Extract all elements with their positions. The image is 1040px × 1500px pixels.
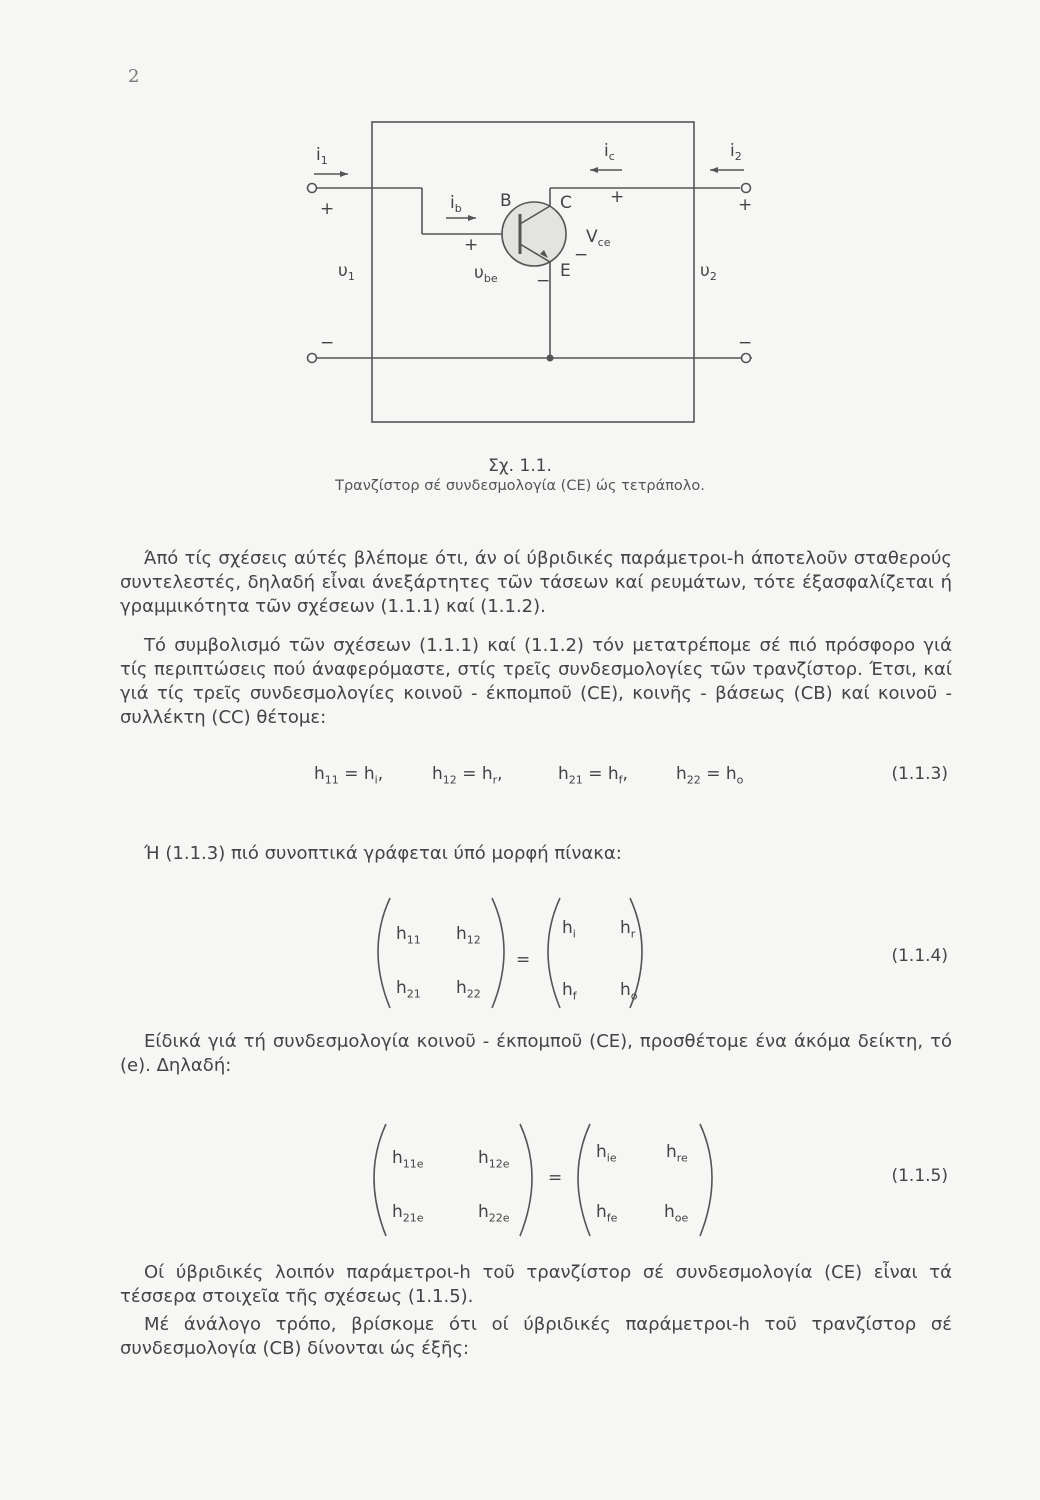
i1-label: $i_1$ xyxy=(316,145,328,167)
v1-label: $\upsilon_1$ xyxy=(338,261,355,283)
svg-text:+: + xyxy=(738,195,753,215)
i2-label: $i_2$ xyxy=(730,141,742,163)
paragraph-6: Μέ άνάλογο τρόπο, βρίσκομε ότι οί ύβριδικές παράμετροι-h τοῦ τρανζίστορ σέ συνδεσμολογία (CB) δίνονται ώς έξῆς: xyxy=(120,1314,952,1359)
svg-text:+: + xyxy=(610,187,625,207)
svg-text:−: − xyxy=(574,245,589,265)
figure-caption-text: Τρανζίστορ σέ συνδεσμολογία (CE) ώς τετράπολο. xyxy=(335,478,705,494)
svg-text:−: − xyxy=(320,333,335,353)
equation-1-1-5: $h_{11e}$ $h_{12e}$ $h_{21e}$ $h_{22e}$ = $h_{ie}$ $h_{re}$ $h_{fe}$ $h_{oe}$ (1.1.5) xyxy=(0,1106,1040,1256)
emitter-label: E xyxy=(560,261,571,281)
page-number: 2 xyxy=(128,66,140,87)
equation-number-1-1-4: (1.1.4) xyxy=(891,946,948,966)
equation-number-1-1-5: (1.1.5) xyxy=(891,1166,948,1186)
collector-label: C xyxy=(560,193,572,213)
vbe-label: $\upsilon_{be}$ xyxy=(474,263,498,285)
svg-text:−: − xyxy=(536,271,551,291)
two-port-box xyxy=(372,122,694,422)
transistor-circuit-diagram xyxy=(300,110,770,440)
equation-number-1-1-3: (1.1.3) xyxy=(891,764,948,784)
svg-text:−: − xyxy=(738,333,753,353)
paragraph-1: Άπό τίς σχέσεις αύτές βλέπομε ότι, άν οί ύβριδικές παράμετροι-h άποτελοῦν σταθερούς συντελεστές, δηλαδή εἶναι άνεξάρτητες τῶν τάσεων καί ρευμάτων, τότε έξασφαλίζεται ή γραμμικότητα τῶν σχέσεων (1.1.1) καί (1.1.2). xyxy=(120,548,952,617)
svg-text:+: + xyxy=(464,235,479,255)
circuit-figure xyxy=(300,110,770,440)
vce-label: $V_{ce}$ xyxy=(586,227,611,249)
paragraph-3: Ή (1.1.3) πιό συνοπτικά γράφεται ύπό μορφή πίνακα: xyxy=(144,843,622,864)
v2-label: $\upsilon_2$ xyxy=(700,261,717,283)
paragraph-2: Τό συμβολισμό τῶν σχέσεων (1.1.1) καί (1.1.2) τόν μετατρέπομε σέ πιό πρόσφορο γιά τίς περιπτώσεις πού άναφερόμαστε, στίς τρεῖς συνδεσμολογίες τῶν τρανζίστορ. Έτσι, καί γιά τίς τρεῖς συνδεσμολογίες κοινοῦ - έκπομποῦ (CE), κοινῆς - βάσεως (CB) καί κοινοῦ - συλλέκτη (CC) θέτομε: xyxy=(120,635,952,728)
svg-text:+: + xyxy=(320,199,335,219)
figure-caption-number: Σχ. 1.1. xyxy=(488,456,552,476)
paragraph-5: Οί ύβριδικές λοιπόν παράμετροι-h τοῦ τρανζίστορ σέ συνδεσμολογία (CE) εἶναι τά τέσσερα στοιχεῖα τῆς σχέσεως (1.1.5). xyxy=(120,1262,952,1307)
paragraph-4: Είδικά γιά τή συνδεσμολογία κοινοῦ - έκπομποῦ (CE), προσθέτομε ένα άκόμα δείκτη, τό (e). Δηλαδή: xyxy=(120,1031,952,1076)
base-label: B xyxy=(500,191,512,211)
equation-1-1-4: $h_{11}$ $h_{12}$ $h_{21}$ $h_{22}$ = $h_i$ $h_r$ $h_f$ $h_o$ (1.1.4) xyxy=(0,880,1040,1030)
transistor-body xyxy=(502,202,566,266)
ic-label: $i_c$ xyxy=(604,141,615,163)
ib-label: $i_b$ xyxy=(450,193,462,215)
